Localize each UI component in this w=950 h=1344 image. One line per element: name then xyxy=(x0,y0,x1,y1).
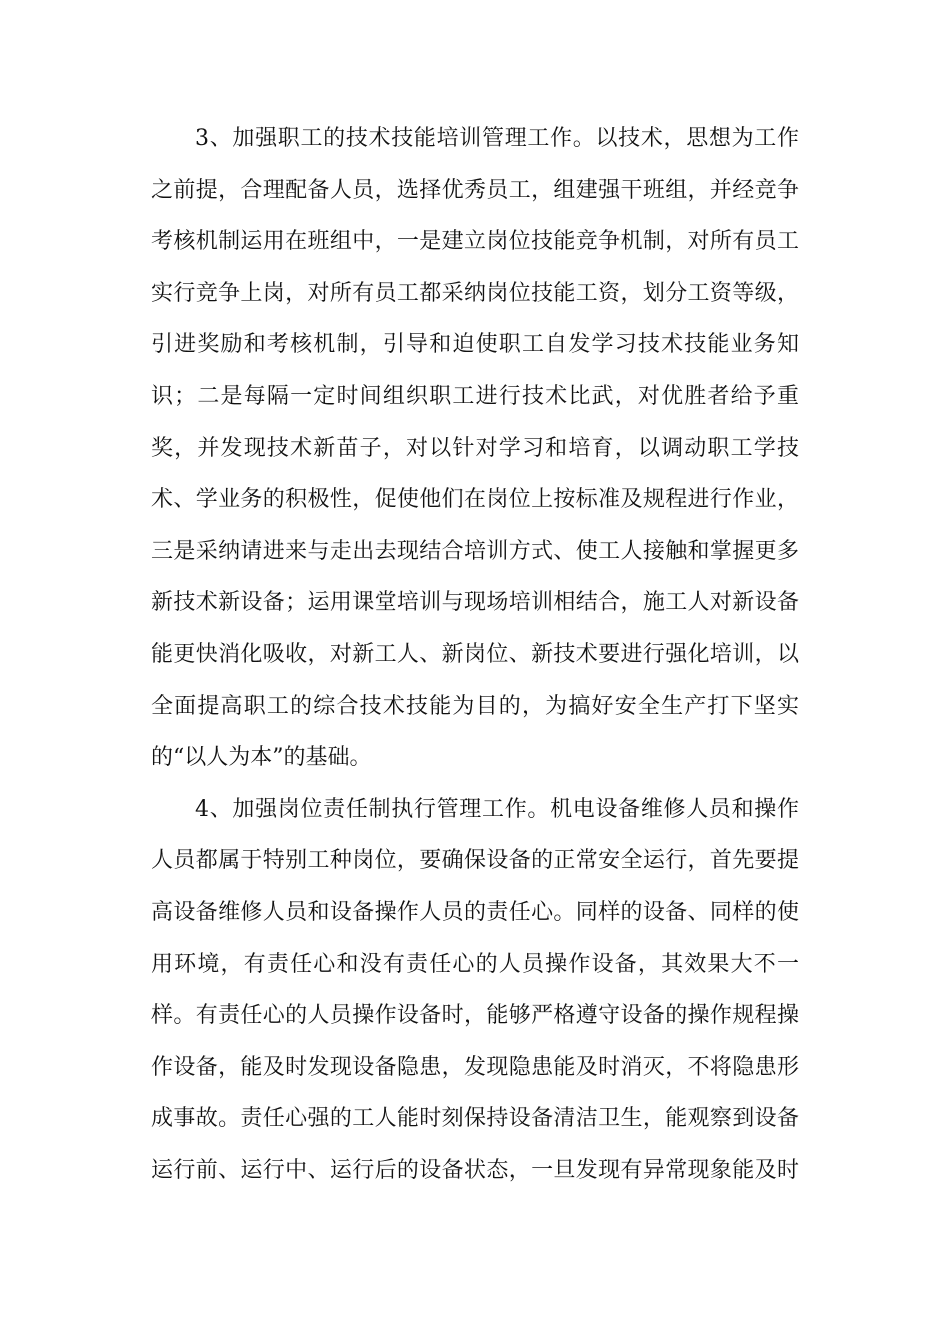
text-line: 全面提高职工的综合技术技能为目的，为搞好安全生产打下坚实 xyxy=(151,693,799,719)
text-line: 用环境，有责任心和没有责任心的人员操作设备，其效果大不一 xyxy=(151,951,799,977)
text-line: 之前提，合理配备人员，选择优秀员工，组建强干班组，并经竞争 xyxy=(151,177,799,203)
text-line: 识；二是每隔一定时间组织职工进行技术比武，对优胜者给予重 xyxy=(151,383,799,409)
text-line: 成事故。责任心强的工人能时刻保持设备清洁卫生，能观察到设备 xyxy=(151,1106,799,1132)
text-line: 作设备，能及时发现设备隐患，发现隐患能及时消灭，不将隐患形 xyxy=(151,1054,799,1080)
text-line: 能更快消化吸收，对新工人、新岗位、新技术要进行强化培训，以 xyxy=(151,641,799,667)
text-line: 考核机制运用在班组中，一是建立岗位技能竞争机制，对所有员工 xyxy=(151,229,799,255)
text-line: 3、加强职工的技术技能培训管理工作。以技术，思想为工作 xyxy=(195,126,799,151)
text-line: 实行竞争上岗，对所有员工都采纳岗位技能工资，划分工资等级， xyxy=(151,280,799,306)
text-line: 术、学业务的积极性，促使他们在岗位上按标准及规程进行作业， xyxy=(151,487,799,513)
text-line: 的“以人为本”的基础。 xyxy=(151,745,372,771)
text-line: 新技术新设备；运用课堂培训与现场培训相结合，施工人对新设备 xyxy=(151,590,799,616)
paragraph-3 xyxy=(151,113,799,784)
text-line: 三是采纳请进来与走出去现结合培训方式、使工人接触和掌握更多 xyxy=(151,538,799,564)
text-line: 人员都属于特别工种岗位，要确保设备的正常安全运行，首先要提 xyxy=(151,848,799,874)
text-line: 引进奖励和考核机制，引导和迫使职工自发学习技术技能业务知 xyxy=(151,332,799,358)
document-body xyxy=(151,113,799,1196)
text-line: 运行前、运行中、运行后的设备状态，一旦发现有异常现象能及时 xyxy=(151,1157,799,1183)
text-line: 4、加强岗位责任制执行管理工作。机电设备维修人员和操作 xyxy=(195,796,799,822)
text-line: 奖，并发现技术新苗子，对以针对学习和培育，以调动职工学技 xyxy=(151,435,799,461)
text-line: 高设备维修人员和设备操作人员的责任心。同样的设备、同样的使 xyxy=(151,899,799,925)
text-line: 样。有责任心的人员操作设备时，能够严格遵守设备的操作规程操 xyxy=(151,1003,799,1029)
paragraph-4 xyxy=(151,784,799,1197)
